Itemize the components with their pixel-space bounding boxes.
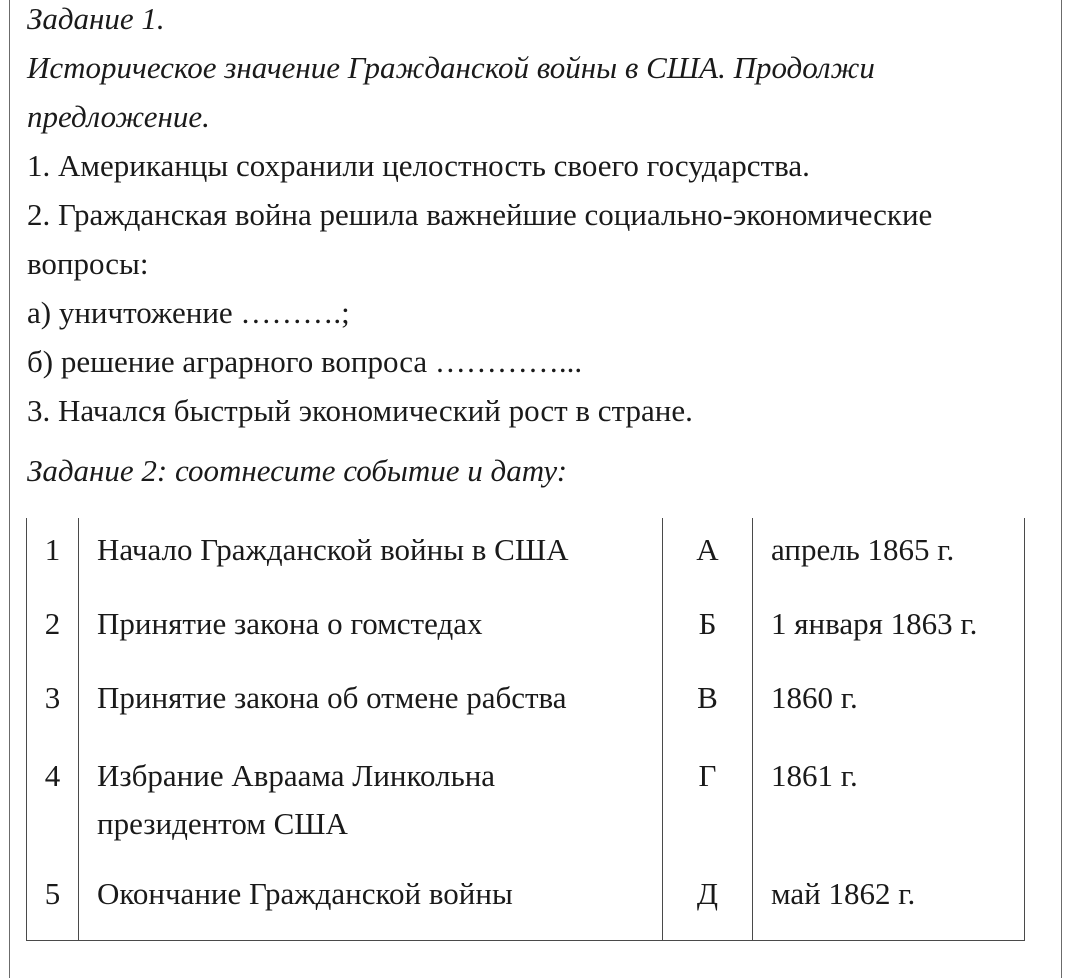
task1-item: 2. Гражданская война решила важнейшие социально-экономические [27,197,933,232]
task1-subtitle-line1: Историческое значение Гражданской войны в США. Продолжи [27,50,875,85]
document-content [27,0,1057,495]
event-cell [79,592,663,666]
table-row [27,862,1025,940]
task1-item: а) уничтожение ……….; [27,295,350,330]
date-cell: 1861 г. [753,740,1025,862]
table-row [27,740,1025,862]
event-text: Принятие закона об отмене рабства [97,680,567,715]
task1-subtitle-line2: предложение. [27,99,210,134]
task2-title: Задание 2: соотнесите событие и дату: [27,453,568,488]
row-number: 2 [27,592,79,666]
task1-item: 3. Начался быстрый экономический рост в стране. [27,393,693,428]
letter-cell: Б [663,592,753,666]
task1-item: б) решение аграрного вопроса …………... [27,344,583,379]
letter-cell: А [663,518,753,592]
event-text: Принятие закона о гомстедах [97,606,483,641]
event-cell [79,666,663,740]
row-number: 1 [27,518,79,592]
row-number: 5 [27,862,79,940]
table-row [27,518,1025,592]
table-row [27,592,1025,666]
table-row [27,666,1025,740]
event-text: Избрание Авраама Линкольна [97,758,496,793]
date-cell: 1 января 1863 г. [753,592,1025,666]
document-page [9,0,1062,978]
event-cell [79,862,663,940]
letter-cell: Д [663,862,753,940]
date-cell: май 1862 г. [753,862,1025,940]
event-text-continued: президентом США [97,806,348,841]
date-cell: 1860 г. [753,666,1025,740]
letter-cell: Г [663,740,753,862]
task1-title: Задание 1. [27,1,165,36]
date-cell: апрель 1865 г. [753,518,1025,592]
event-cell [79,740,663,862]
letter-cell: В [663,666,753,740]
task1-item: вопросы: [27,246,149,281]
event-cell [79,518,663,592]
event-text: Начало Гражданской войны в США [97,532,569,567]
matching-table [26,518,1025,941]
event-text: Окончание Гражданской войны [97,876,513,911]
row-number: 3 [27,666,79,740]
row-number: 4 [27,740,79,862]
task1-item: 1. Американцы сохранили целостность своего государства. [27,148,810,183]
